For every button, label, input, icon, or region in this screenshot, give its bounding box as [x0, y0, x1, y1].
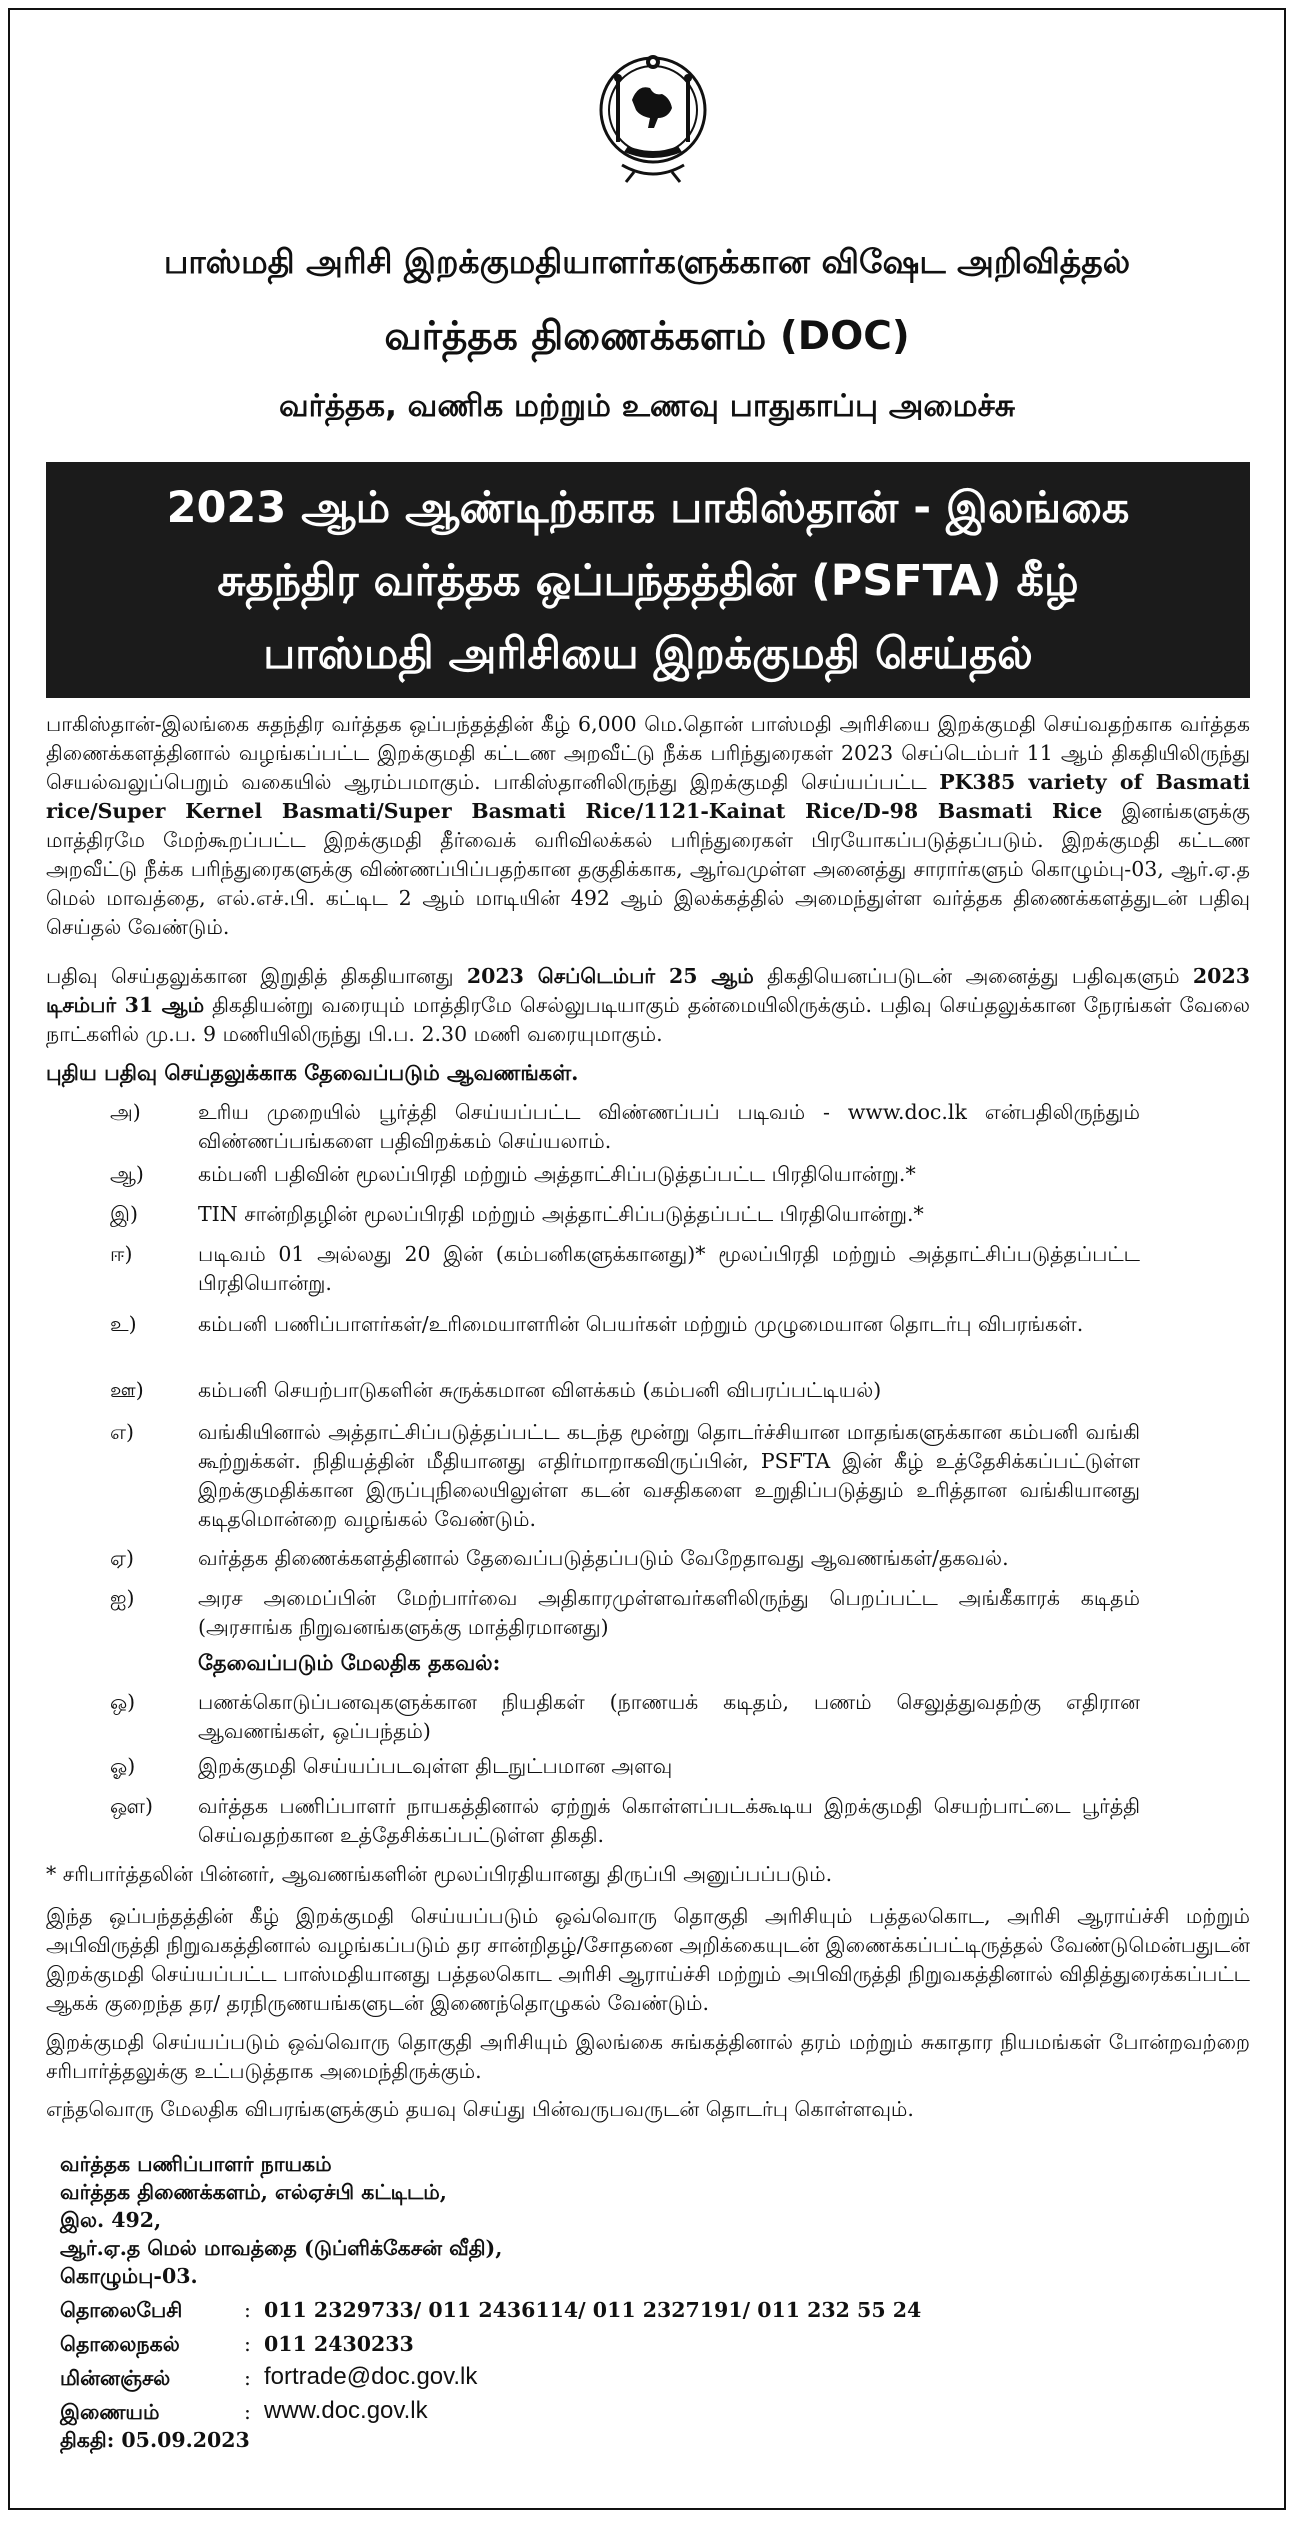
- deadline-text-b: திகதியெனப்படுடன் அனைத்து பதிவுகளும்: [767, 964, 1180, 988]
- item-marker: ஓ): [110, 1754, 136, 1778]
- banner-line-2: சுதந்திர வர்த்தக ஒப்பந்தத்தின் (PSFTA) கீழ்: [217, 556, 1079, 606]
- item-text: வங்கியினால் அத்தாட்சிப்படுத்தப்பட்ட கடந்த மூன்று தொடர்ச்சியான மாதங்களுக்கான கம்பனி வங்கி கூற்றுக்கள். நிதியத்தின் மீதியானது எதிர்மாறாகவிருப்பின், PSFTA இன் கீழ் உத்தேசிக்கப்பட்டுள்ள இறக்குமதிக்கான இருப்புநிலையிலுள்ள கடன் வசதிகளை உறுதிப்படுத்தும் உரித்தான வங்கியானது கடிதமொன்றை வழங்கல் வேண்டும்.: [198, 1420, 1140, 1531]
- item-text: இறக்குமதி செய்யப்படவுள்ள திடநுட்பமான அளவு: [198, 1754, 673, 1778]
- item-marker: ஔ): [110, 1794, 153, 1818]
- item-marker: எ): [110, 1420, 134, 1444]
- item-text: படிவம் 01 அல்லது 20 இன் (கம்பனிகளுக்கானது)* மூலப்பிரதி மற்றும் அத்தாட்சிப்படுத்தப்பட்ட பிரதியொன்று.: [198, 1242, 1140, 1295]
- item-text: உரிய முறையில் பூர்த்தி செய்யப்பட்ட விண்ணப்பப் படிவம் - www.doc.lk என்பதிலிருந்தும் விண்ணப்பங்களை பதிவிறக்கம் செய்யலாம்.: [198, 1100, 1140, 1153]
- rice-varieties: PK385 variety of Basmati rice/Super Kernel Basmati/Super Basmati Rice/1121-Kainat Rice/D-98 Basmati Rice: [46, 770, 1250, 823]
- web-label: இணையம்: [60, 2400, 160, 2424]
- banner-line-1: 2023 ஆம் ஆண்டிற்காக பாகிஸ்தான் - இலங்கை: [166, 483, 1130, 533]
- phone-value: 011 2329733/ 011 2436114/ 011 2327191/ 011 232 55 24: [264, 2298, 922, 2322]
- item-marker: ஆ): [110, 1162, 144, 1186]
- sri-lanka-emblem-icon: [594, 40, 712, 186]
- item-text: வர்த்தக திணைக்களத்தினால் தேவைப்படுத்தப்படும் வேறேதாவது ஆவணங்கள்/தகவல்.: [198, 1546, 1009, 1570]
- item-text: கம்பனி பதிவின் மூலப்பிரதி மற்றும் அத்தாட்சிப்படுத்தப்பட்ட பிரதியொன்று.*: [198, 1162, 916, 1186]
- requirement-item: [110, 1200, 1140, 1229]
- website-link[interactable]: www.doc.gov.lk: [264, 2397, 428, 2424]
- deadline-text-c: திகதியன்று வரையும் மாத்திரமே செல்லுபடியாகும் தன்மையிலிருக்கும். பதிவு செய்தலுக்கான நேரங்கள் வேலை நாட்களில் மு.ப. 9 மணியிலிருந்து பி.ப. 2.30 மணி வரையுமாகும்.: [46, 993, 1250, 1046]
- special-notice-heading: பாஸ்மதி அரிசி இறக்குமதியாளர்களுக்கான விஷேட அறிவித்தல்: [163, 242, 1131, 281]
- fax-value: 011 2430233: [264, 2332, 414, 2356]
- requirement-item: [110, 1160, 1140, 1189]
- department-heading: வர்த்தக திணைக்களம் (DOC): [384, 314, 910, 359]
- notice-date: திகதி: 05.09.2023: [60, 2428, 250, 2452]
- customs-paragraph: இறக்குமதி செய்யப்படும் ஒவ்வொரு தொகுதி அரிசியும் இலங்கை சுங்கத்தினால் தரம் மற்றும் சுகாதார நியமங்கள் போன்றவற்றை சரிபார்த்தலுக்கு உட்படுத்தாக அமைந்திருக்கும்.: [46, 2030, 1250, 2083]
- deadline-paragraph: [46, 962, 1250, 1049]
- item-marker: உ): [110, 1312, 137, 1336]
- item-marker: அ): [110, 1100, 141, 1124]
- item-text: கம்பனி பணிப்பாளர்கள்/உரிமையாளரின் பெயர்கள் மற்றும் முழுமையான தொடர்பு விபரங்கள்.: [198, 1312, 1084, 1336]
- item-text: அரச அமைப்பின் மேற்பார்வை அதிகாரமுள்ளவர்களிலிருந்து பெறப்பட்ட அங்கீகாரக் கடிதம் (அரசாங்க நிறுவனங்களுக்கு மாத்திரமானது): [198, 1586, 1140, 1639]
- item-text: வர்த்தக பணிப்பாளர் நாயகத்தினால் ஏற்றுக் கொள்ளப்படக்கூடிய இறக்குமதி செயற்பாட்டை பூர்த்தி செய்வதற்கான உத்தேசிக்கப்பட்டுள்ள திகதி.: [198, 1794, 1140, 1847]
- requirement-item: [110, 1240, 1140, 1298]
- signature-block: [60, 2150, 502, 2290]
- requirement-item: [110, 1098, 1140, 1156]
- colon: :: [244, 2298, 251, 2322]
- additional-item: [110, 1688, 1140, 1746]
- signature-title: வர்த்தக பணிப்பாளர் நாயகம்: [60, 2152, 332, 2176]
- intro-paragraph: [46, 710, 1250, 942]
- item-marker: ஏ): [110, 1546, 134, 1570]
- phone-label: தொலைபேசி: [60, 2298, 183, 2322]
- quality-paragraph: இந்த ஒப்பந்தத்தின் கீழ் இறக்குமதி செய்யப்படும் ஒவ்வொரு தொகுதி அரிசியும் பத்தலகொட, அரிசி ஆராய்ச்சி மற்றும் அபிவிருத்தி நிறுவகத்தினால் வழங்கப்படும் தர சான்றிதழ்/சோதனை அறிக்கையுடன் இணைக்கப்பட்டிருத்தல் வேண்டுமென்பதுடன் இறக்குமதி செய்யப்பட்ட பாஸ்மதியானது பத்தலகொட அரிசி ஆராய்ச்சி மற்றும் அபிவிருத்தி நிறுவகத்தினால் விதித்துரைக்கப்பட்ட ஆகக் குறைந்த தர/ தரநிருணயங்களுடன் இணைந்தொழுகல் வேண்டும்.: [46, 1904, 1250, 2015]
- footnote: * சரிபார்த்தலின் பின்னர், ஆவணங்களின் மூலப்பிரதியானது திருப்பி அனுப்பப்படும்.: [46, 1862, 833, 1886]
- validity-date: 2023 டிசம்பர் 31 ஆம்: [46, 964, 1250, 1017]
- additional-item: [110, 1752, 1140, 1781]
- additional-info-title: தேவைப்படும் மேலதிக தகவல்:: [198, 1650, 501, 1675]
- intro-text: பாகிஸ்தான்-இலங்கை சுதந்திர வர்த்தக ஒப்பந்தத்தின் கீழ் 6,000 மெ.தொன் பாஸ்மதி அரிசியை இறக்குமதி செய்வதற்காக வர்த்தக திணைக்களத்தினால் வழங்கப்பட்ட இறக்குமதி கட்டண அறவீட்டு நீக்க பரிந்துரைகள் 2023 செப்டெம்பர் 11 ஆம் திகதியிலிருந்து செயல்வலுப்பெறும் வகையில் ஆரம்பமாகும். பாகிஸ்தானிலிருந்து இறக்குமதி செய்யப்பட்ட: [46, 712, 1250, 794]
- item-text: TIN சான்றிதழின் மூலப்பிரதி மற்றும் அத்தாட்சிப்படுத்தப்பட்ட பிரதியொன்று.*: [198, 1202, 924, 1226]
- requirement-item: [110, 1544, 1140, 1573]
- item-marker: ஒ): [110, 1690, 136, 1714]
- email-label: மின்னஞ்சல்: [60, 2366, 171, 2390]
- requirement-item: [110, 1584, 1140, 1642]
- colon: :: [244, 2332, 251, 2356]
- address-line: கொழும்பு-03.: [60, 2264, 198, 2288]
- notice-page: [8, 8, 1286, 2510]
- item-marker: ஐ): [110, 1586, 135, 1610]
- requirement-item: [110, 1376, 1140, 1405]
- item-marker: ஊ): [110, 1378, 144, 1402]
- registration-deadline: 2023 செப்டெம்பர் 25 ஆம்: [466, 964, 754, 988]
- colon: :: [244, 2400, 251, 2424]
- item-marker: ஈ): [110, 1242, 133, 1266]
- item-marker: இ): [110, 1202, 138, 1226]
- contact-paragraph: எந்தவொரு மேலதிக விபரங்களுக்கும் தயவு செய்து பின்வருபவருடன் தொடர்பு கொள்ளவும்.: [46, 2097, 914, 2121]
- colon: :: [244, 2366, 251, 2390]
- additional-item: [110, 1792, 1140, 1850]
- requirement-item: [110, 1310, 1140, 1339]
- item-text: பணக்கொடுப்பனவுகளுக்கான நியதிகள் (நாணயக் கடிதம், பணம் செலுத்துவதற்கு எதிரான ஆவணங்கள், ஒப்பந்தம்): [198, 1690, 1140, 1743]
- address-line: வர்த்தக திணைக்களம், எல்ஏச்பி கட்டிடம்,: [60, 2180, 447, 2204]
- banner-line-3: பாஸ்மதி அரிசியை இறக்குமதி செய்தல்: [263, 629, 1033, 679]
- ministry-heading: வர்த்தக, வணிக மற்றும் உணவு பாதுகாப்பு அமைச்சு: [279, 388, 1015, 424]
- item-text: கம்பனி செயற்பாடுகளின் சுருக்கமான விளக்கம் (கம்பனி விபரப்பட்டியல்): [198, 1378, 882, 1402]
- address-line: இல. 492,: [60, 2208, 162, 2232]
- address-line: ஆர்.ஏ.த மெல் மாவத்தை (டுப்ளிக்கேசன் வீதி),: [60, 2236, 503, 2260]
- requirements-title: புதிய பதிவு செய்தலுக்காக தேவைப்படும் ஆவணங்கள்.: [46, 1060, 579, 1085]
- email-link[interactable]: fortrade@doc.gov.lk: [264, 2363, 478, 2390]
- requirement-item: [110, 1418, 1140, 1534]
- title-banner: [46, 462, 1250, 698]
- deadline-text-a: பதிவு செய்தலுக்கான இறுதித் திகதியானது: [46, 964, 454, 988]
- intro-rest: இனங்களுக்கு மாத்திரமே மேற்கூறப்பட்ட இறக்குமதி தீர்வைக் வரிவிலக்கல் பரிந்துரைகள் பிரயோகப்படுத்தப்படும். இறக்குமதி கட்டண அறவீட்டு நீக்க பரிந்துரைகளுக்கு விண்ணப்பிப்பதற்கான தகுதிக்காக, ஆர்வமுள்ள அனைத்து சாரார்களும் கொழும்பு-03, ஆர்.ஏ.த மெல் மாவத்தை, எல்.எச்.பி. கட்டிட 2 ஆம் மாடியின் 492 ஆம் இலக்கத்தில் அமைந்துள்ள வர்த்தக திணைக்களத்துடன் பதிவு செய்தல் வேண்டும்.: [46, 799, 1250, 939]
- fax-label: தொலைநகல்: [60, 2332, 180, 2356]
